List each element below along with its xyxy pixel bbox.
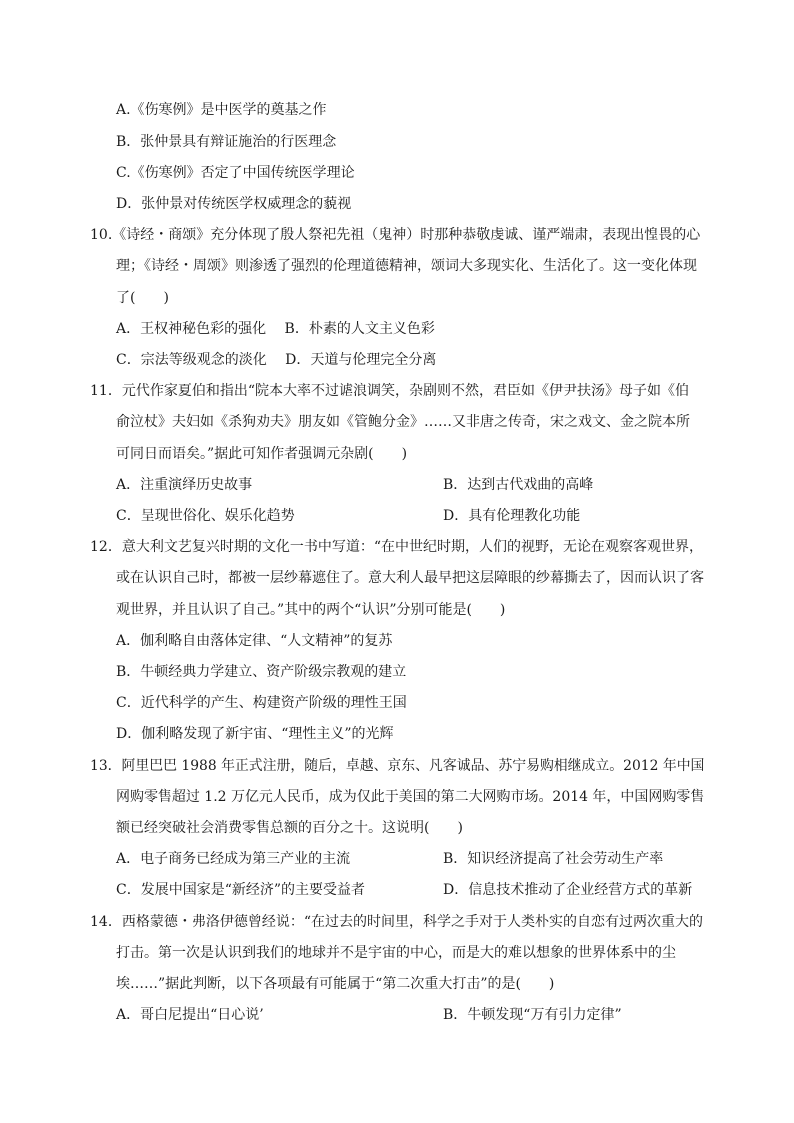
q10-stem-line-1: 10.《诗经・商颂》充分体现了殷人祭祀先祖（鬼神）时那种恭敬虔诚、谨严端肃，表现出惶畏的心 bbox=[90, 227, 701, 243]
q11-stem-line-1: 11．元代作家夏伯和指出“院本大率不过谑浪调笑，杂剧则不然，君臣如《伊尹扶汤》母子如《伯 bbox=[90, 383, 689, 399]
q10-options-row-2: C．宗法等级观念的淡化 D．天道与伦理完全分离 bbox=[116, 352, 437, 368]
q9-option-c: C.《伤寒例》否定了中国传统医学理论 bbox=[116, 165, 355, 181]
q12-option-d: D．伽利略发现了新宇宙、“理性主义”的光辉 bbox=[116, 726, 394, 742]
q12-option-a: A．伽利略自由落体定律、“人文精神”的复苏 bbox=[116, 633, 393, 649]
q11-option-c: C．呈现世俗化、娱乐化趋势 bbox=[116, 508, 295, 524]
q9-option-d: D．张仲景对传统医学权威理念的藐视 bbox=[116, 196, 352, 212]
q14-option-a: A．哥白尼提出“日心说’ bbox=[116, 1007, 264, 1023]
q10-stem-line-3: 了( ) bbox=[116, 290, 169, 306]
q12-stem-line-1: 12．意大利文艺复兴时期的文化一书中写道：“在中世纪时期，人们的视野，无论在观察客观世界， bbox=[90, 539, 703, 555]
q13-stem-line-3: 额已经突破社会消费零售总额的百分之十。这说明( ) bbox=[116, 820, 463, 836]
q10-options-row-1: A．王权神秘色彩的强化 B．朴素的人文主义色彩 bbox=[116, 321, 435, 337]
q14-stem-line-3: 埃……”据此判断，以下各项最有可能属于“第二次重大打击”的是( ) bbox=[116, 976, 555, 992]
q14-stem-line-1: 14．西格蒙德・弗洛伊德曾经说：“在过去的时间里，科学之手对于人类朴实的自恋有过两次重大的 bbox=[90, 914, 703, 930]
q10-stem-line-2: 理；《诗经・周颂》则渗透了强烈的伦理道德精神，颂词大多现实化、生活化了。这一变化体现 bbox=[116, 258, 697, 274]
q13-stem-line-1: 13．阿里巴巴 1988 年正式注册，随后，卓越、京东、凡客诚品、苏宁易购相继成立。2012 年中国 bbox=[90, 758, 705, 774]
q11-option-d: D．具有伦理教化功能 bbox=[443, 508, 581, 524]
q12-stem-line-3: 观世界，并且认识了自己。”其中的两个“认识”分别可能是( ) bbox=[116, 602, 506, 618]
q11-option-a: A．注重演绎历史故事 bbox=[116, 477, 253, 493]
q14-option-b: B．牛顿发现“万有引力定律” bbox=[443, 1007, 622, 1023]
q12-option-c: C．近代科学的产生、构建资产阶级的理性王国 bbox=[116, 695, 407, 711]
q9-option-b: B．张仲景具有辩证施治的行医理念 bbox=[116, 134, 337, 150]
q11-stem-line-3: 可同日而语矣。”据此可知作者强调元杂剧( ) bbox=[116, 446, 408, 462]
q13-option-c: C．发展中国家是“新经济”的主要受益者 bbox=[116, 882, 366, 898]
q11-option-b: B．达到古代戏曲的高峰 bbox=[443, 477, 594, 493]
q13-stem-line-2: 网购零售超过 1.2 万亿元人民币，成为仅此于美国的第二大网购市场。2014 年，中国网购零售 bbox=[116, 789, 705, 805]
q9-option-a: A.《伤寒例》是中医学的奠基之作 bbox=[116, 102, 327, 118]
q14-stem-line-2: 打击。第一次是认识到我们的地球并不是宇宙的中心，而是大的难以想象的世界体系中的尘 bbox=[116, 945, 676, 961]
q11-stem-line-2: 俞泣杖》夫妇如《杀狗劝夫》朋友如《管鲍分金》……又非唐之传奇，宋之戏文、金之院本所 bbox=[116, 414, 690, 430]
q12-option-b: B．牛顿经典力学建立、资产阶级宗教观的建立 bbox=[116, 664, 407, 680]
q12-stem-line-2: 或在认识自己时，都被一层纱幕遮住了。意大利人最早把这层障眼的纱幕撕去了，因而认识了客 bbox=[116, 570, 704, 586]
q13-option-b: B．知识经济提高了社会劳动生产率 bbox=[443, 851, 664, 867]
q13-option-a: A．电子商务已经成为第三产业的主流 bbox=[116, 851, 351, 867]
q13-option-d: D．信息技术推动了企业经营方式的革新 bbox=[443, 882, 693, 898]
